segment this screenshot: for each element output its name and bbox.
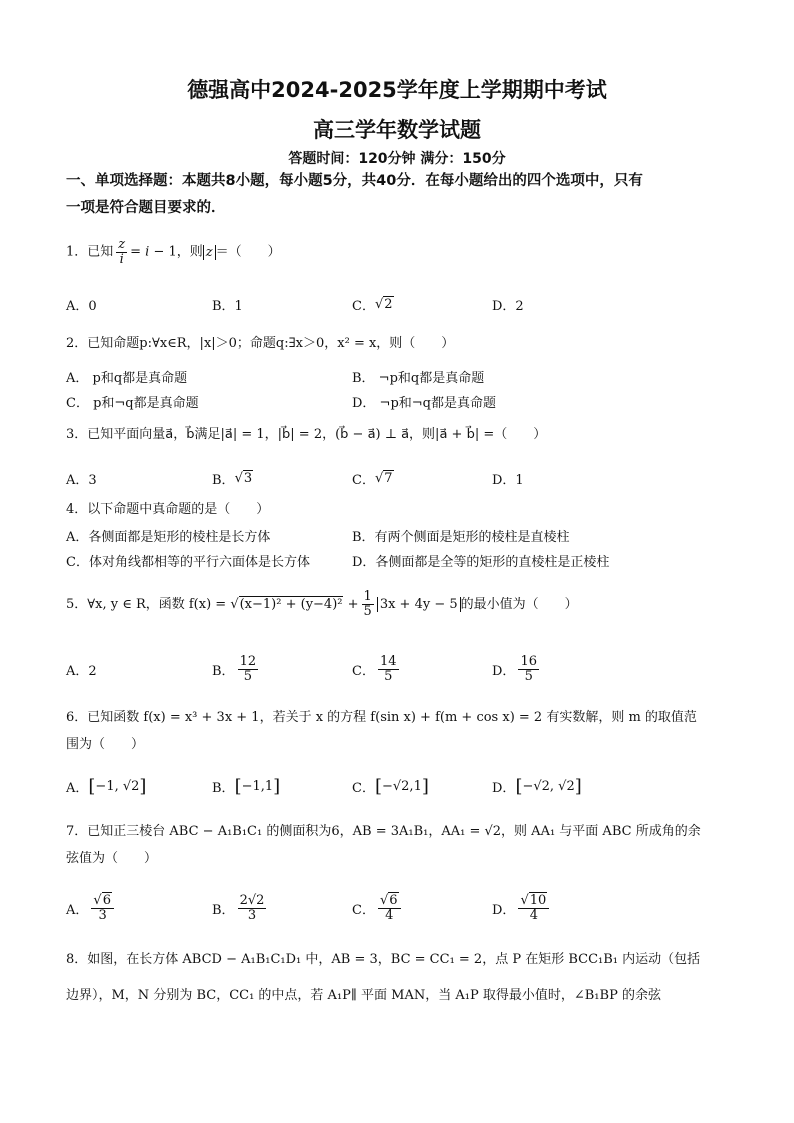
exam-subtitle: 高三学年数学试题	[313, 118, 481, 142]
question-5-options	[66, 646, 736, 692]
exam-title: 德强高中2024-2025学年度上学期期中考试	[187, 78, 607, 102]
option-c[interactable]: C． √ 7	[352, 470, 393, 488]
question-3: 3．已知平面向量a⃗，b⃗满足|a⃗| = 1，|b⃗| = 2，(b⃗ − a⃗) ⊥ a⃗，则|a⃗ + b⃗| =（ ）	[66, 427, 547, 442]
exam-meta: 答题时间：120分钟 满分：150分	[288, 151, 506, 167]
option-b[interactable]: B． $\frac{2√2}{3}$	[212, 892, 265, 923]
option-b[interactable]: B． $\frac{12}{5}$	[212, 653, 257, 684]
question-1: 1．已知 $\frac{z}{i}$ = i − 1，则 z ＝（ ）	[66, 237, 281, 267]
option-d[interactable]: D． $\frac{16}{5}$	[492, 653, 537, 684]
option-c[interactable]: C． √ 2	[352, 296, 393, 314]
option-a[interactable]: A．3	[66, 472, 97, 488]
option-c[interactable]: C．体对角线都相等的平行六面体是长方体	[66, 554, 310, 570]
question-5: 5．∀x, y ∈ R，函数 f(x) = √(x−1)² + (y−4)² + $\frac{1}{5}$ 3x + 4y − 5 的最小值为（ ）	[66, 589, 578, 619]
question-6-options	[66, 766, 736, 806]
option-a[interactable]: A． $\frac{√6}{3}$	[66, 884, 117, 932]
option-b[interactable]: B．1	[212, 298, 243, 314]
question-4: 4．以下命题中真命题的是（ ）	[66, 502, 270, 517]
option-b[interactable]: B． √ 3	[212, 470, 253, 488]
question-2: 2．已知命题p:∀x∈R，|x|＞0；命题q:∃x＞0，x² = x，则（ ）	[66, 336, 455, 351]
question-1-options	[66, 284, 736, 324]
option-d[interactable]: D．各侧面都是全等的矩形的直棱柱是正棱柱	[352, 554, 610, 570]
question-2-options-row1	[66, 364, 736, 388]
question-7: 7．已知正三棱台 ABC − A₁B₁C₁ 的侧面积为6，AB = 3A₁B₁，AA₁ = √2，则 AA₁ 与平面 ABC 所成角的余 弦值为（ ）	[66, 824, 701, 866]
question-4-options-row2	[66, 548, 736, 572]
option-b[interactable]: B．有两个侧面是矩形的棱柱是直棱柱	[352, 529, 570, 545]
option-d[interactable]: D． $\frac{√10}{4}$	[492, 884, 552, 932]
fraction: $\frac{z}{i}$	[118, 237, 126, 267]
section-heading: 一、单项选择题：本题共8小题，每小题5分，共40分．在每小题给出的四个选项中，只有 一项是符合题目要求的．	[66, 173, 643, 216]
option-b[interactable]: B． ¬p和q都是真命题	[352, 370, 485, 386]
option-d[interactable]: D．2	[492, 298, 524, 314]
option-d[interactable]: D． [ −√2, √2 ]	[492, 775, 582, 797]
question-3-options	[66, 458, 736, 498]
question-2-options-row2	[66, 389, 736, 413]
option-c[interactable]: C． [ −√2,1 ]	[352, 775, 429, 797]
option-a[interactable]: A．0	[66, 298, 97, 314]
question-4-options-row1	[66, 523, 736, 547]
question-8: 8．如图，在长方体 ABCD − A₁B₁C₁D₁ 中，AB = 3，BC = CC₁ = 2，点 P 在矩形 BCC₁B₁ 内运动（包括 边界），M，N 分别为 BC，CC₁ 的中点，若 A₁P∥ 平面 MAN，当 A₁P 取得最小值时，∠B₁BP 的余弦	[66, 952, 701, 1003]
question-6: 6．已知函数 f(x) = x³ + 3x + 1，若关于 x 的方程 f(sin x) + f(m + cos x) = 2 有实数解，则 m 的取值范 围为（ ）	[66, 710, 697, 752]
option-c[interactable]: C． $\frac{14}{5}$	[352, 653, 397, 684]
option-a[interactable]: A．各侧面都是矩形的棱柱是长方体	[66, 529, 271, 545]
option-b[interactable]: B． [ −1,1 ]	[212, 775, 281, 797]
question-7-options	[66, 884, 736, 932]
option-d[interactable]: D． ¬p和¬q都是真命题	[352, 395, 496, 411]
option-a[interactable]: A． [ −1, √2 ]	[66, 775, 147, 797]
option-c[interactable]: C． p和¬q都是真命题	[66, 395, 199, 411]
option-a[interactable]: A． p和q都是真命题	[66, 370, 188, 386]
option-a[interactable]: A．2	[66, 663, 97, 679]
option-c[interactable]: C． $\frac{√6}{4}$	[352, 884, 404, 932]
option-d[interactable]: D．1	[492, 472, 524, 488]
